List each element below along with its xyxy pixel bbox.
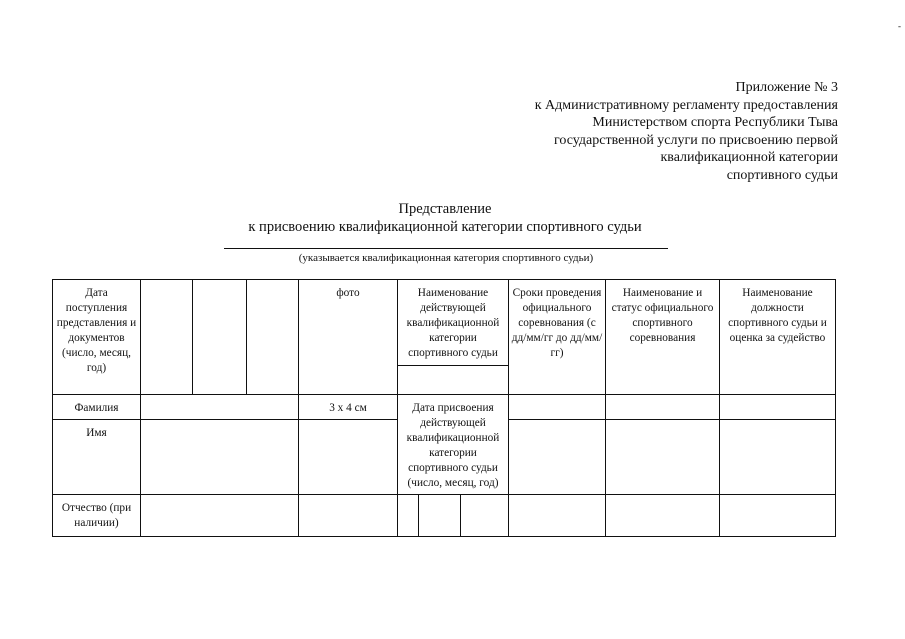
date-cell: [247, 280, 299, 395]
judge-position-header: Наименование должности спортивного судьи и оценка за судейство: [720, 280, 836, 395]
category-date-header: Дата присвоения действующей квалификационной категории спортивного судьи (число, месяц, год): [398, 395, 509, 495]
name-label: Имя: [53, 420, 141, 495]
competition-name-header: Наименование и статус официального спортивного соревнования: [606, 280, 720, 395]
category-date-cell: [398, 495, 419, 537]
competition-name-cell: [606, 420, 720, 495]
appendix-header: [535, 79, 838, 185]
current-category-header: Наименование действующей квалификационной категории спортивного судьи: [398, 280, 509, 366]
competition-name-cell: [606, 495, 720, 537]
document-title: [0, 201, 890, 236]
appendix-line: Приложение № 3: [735, 80, 838, 95]
title-line-1: Представление: [398, 201, 492, 217]
date-cell: [193, 280, 247, 395]
submission-form-table: [52, 279, 836, 537]
surname-field: [141, 395, 299, 420]
competition-dates-cell: [509, 395, 606, 420]
photo-cell: [299, 420, 398, 495]
current-category-field: [398, 366, 509, 395]
surname-label: Фамилия: [53, 395, 141, 420]
name-field: [141, 420, 299, 495]
judge-position-cell: [720, 495, 836, 537]
appendix-line: квалификационной категории: [660, 150, 838, 166]
judge-position-cell: [720, 420, 836, 495]
photo-size-label: 3 х 4 см: [299, 395, 398, 420]
photo-header: фото: [299, 280, 398, 395]
date-received-header: Дата поступления представления и документов (число, месяц, год): [53, 280, 141, 395]
category-caption: (указывается квалификационная категория спортивного судьи): [298, 252, 594, 264]
competition-dates-header: Сроки проведения официального соревнования (с дд/мм/гг до дд/мм/гг): [509, 280, 606, 395]
patronymic-field: [141, 495, 299, 537]
competition-dates-cell: [509, 495, 606, 537]
photo-cell: [299, 495, 398, 537]
appendix-line: Министерством спорта Республики Тыва: [592, 115, 838, 131]
competition-name-cell: [606, 395, 720, 420]
appendix-line: к Административному регламенту предоставления: [534, 97, 838, 113]
competition-dates-cell: [509, 420, 606, 495]
category-date-cell: [419, 495, 461, 537]
category-blank-line: [224, 248, 668, 249]
corner-mark: -: [898, 21, 901, 31]
appendix-line: спортивного судьи: [726, 167, 838, 183]
patronymic-label: Отчество (при наличии): [53, 495, 141, 537]
title-line-2: к присвоению квалификационной категории спортивного судьи: [248, 218, 642, 235]
judge-position-cell: [720, 395, 836, 420]
appendix-line: государственной услуги по присвоению первой: [554, 132, 838, 148]
category-date-cell: [461, 495, 509, 537]
date-cell: [141, 280, 193, 395]
